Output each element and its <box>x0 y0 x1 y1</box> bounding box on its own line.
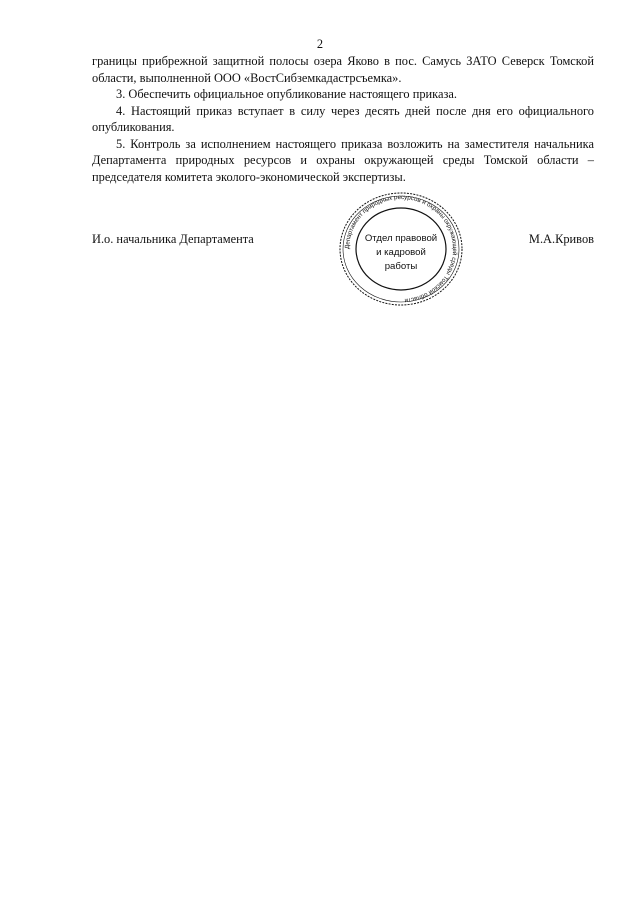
stamp-center-line-3: работы <box>384 261 418 272</box>
signatory-name: М.А.Кривов <box>528 232 594 246</box>
paragraph-item-3: 3. Обеспечить официальное опубликование настоящего приказа. <box>116 87 457 101</box>
page-number: 2 <box>316 37 324 51</box>
stamp-center-line-2: и кадровой <box>376 247 426 258</box>
signatory-title: И.о. начальника Департамента <box>92 232 254 246</box>
stamp-center-line-1: Отдел правовой <box>364 233 438 244</box>
paragraph-item-5: 5. Контроль за исполнением настоящего приказа возложить на заместителя начальника Департамента природных ресурсов и охраны окружающей среды Томской области – председателя комитета эколого-экономической экспертизы. <box>92 136 594 184</box>
document-body <box>92 53 594 185</box>
stamp-graphic <box>336 192 466 307</box>
stamp-ring-text: Департамент природных ресурсов и охраны окружающей среды Томской области <box>343 193 459 304</box>
official-stamp <box>336 192 466 307</box>
paragraph-continuation: границы прибрежной защитной полосы озера Яково в пос. Самусь ЗАТО Северск Томской области, выполненной ООО «ВостСибземкадастрсъемка». <box>92 54 594 85</box>
paragraph-item-4: 4. Настоящий приказ вступает в силу через десять дней после дня его официального опубликования. <box>92 103 594 134</box>
